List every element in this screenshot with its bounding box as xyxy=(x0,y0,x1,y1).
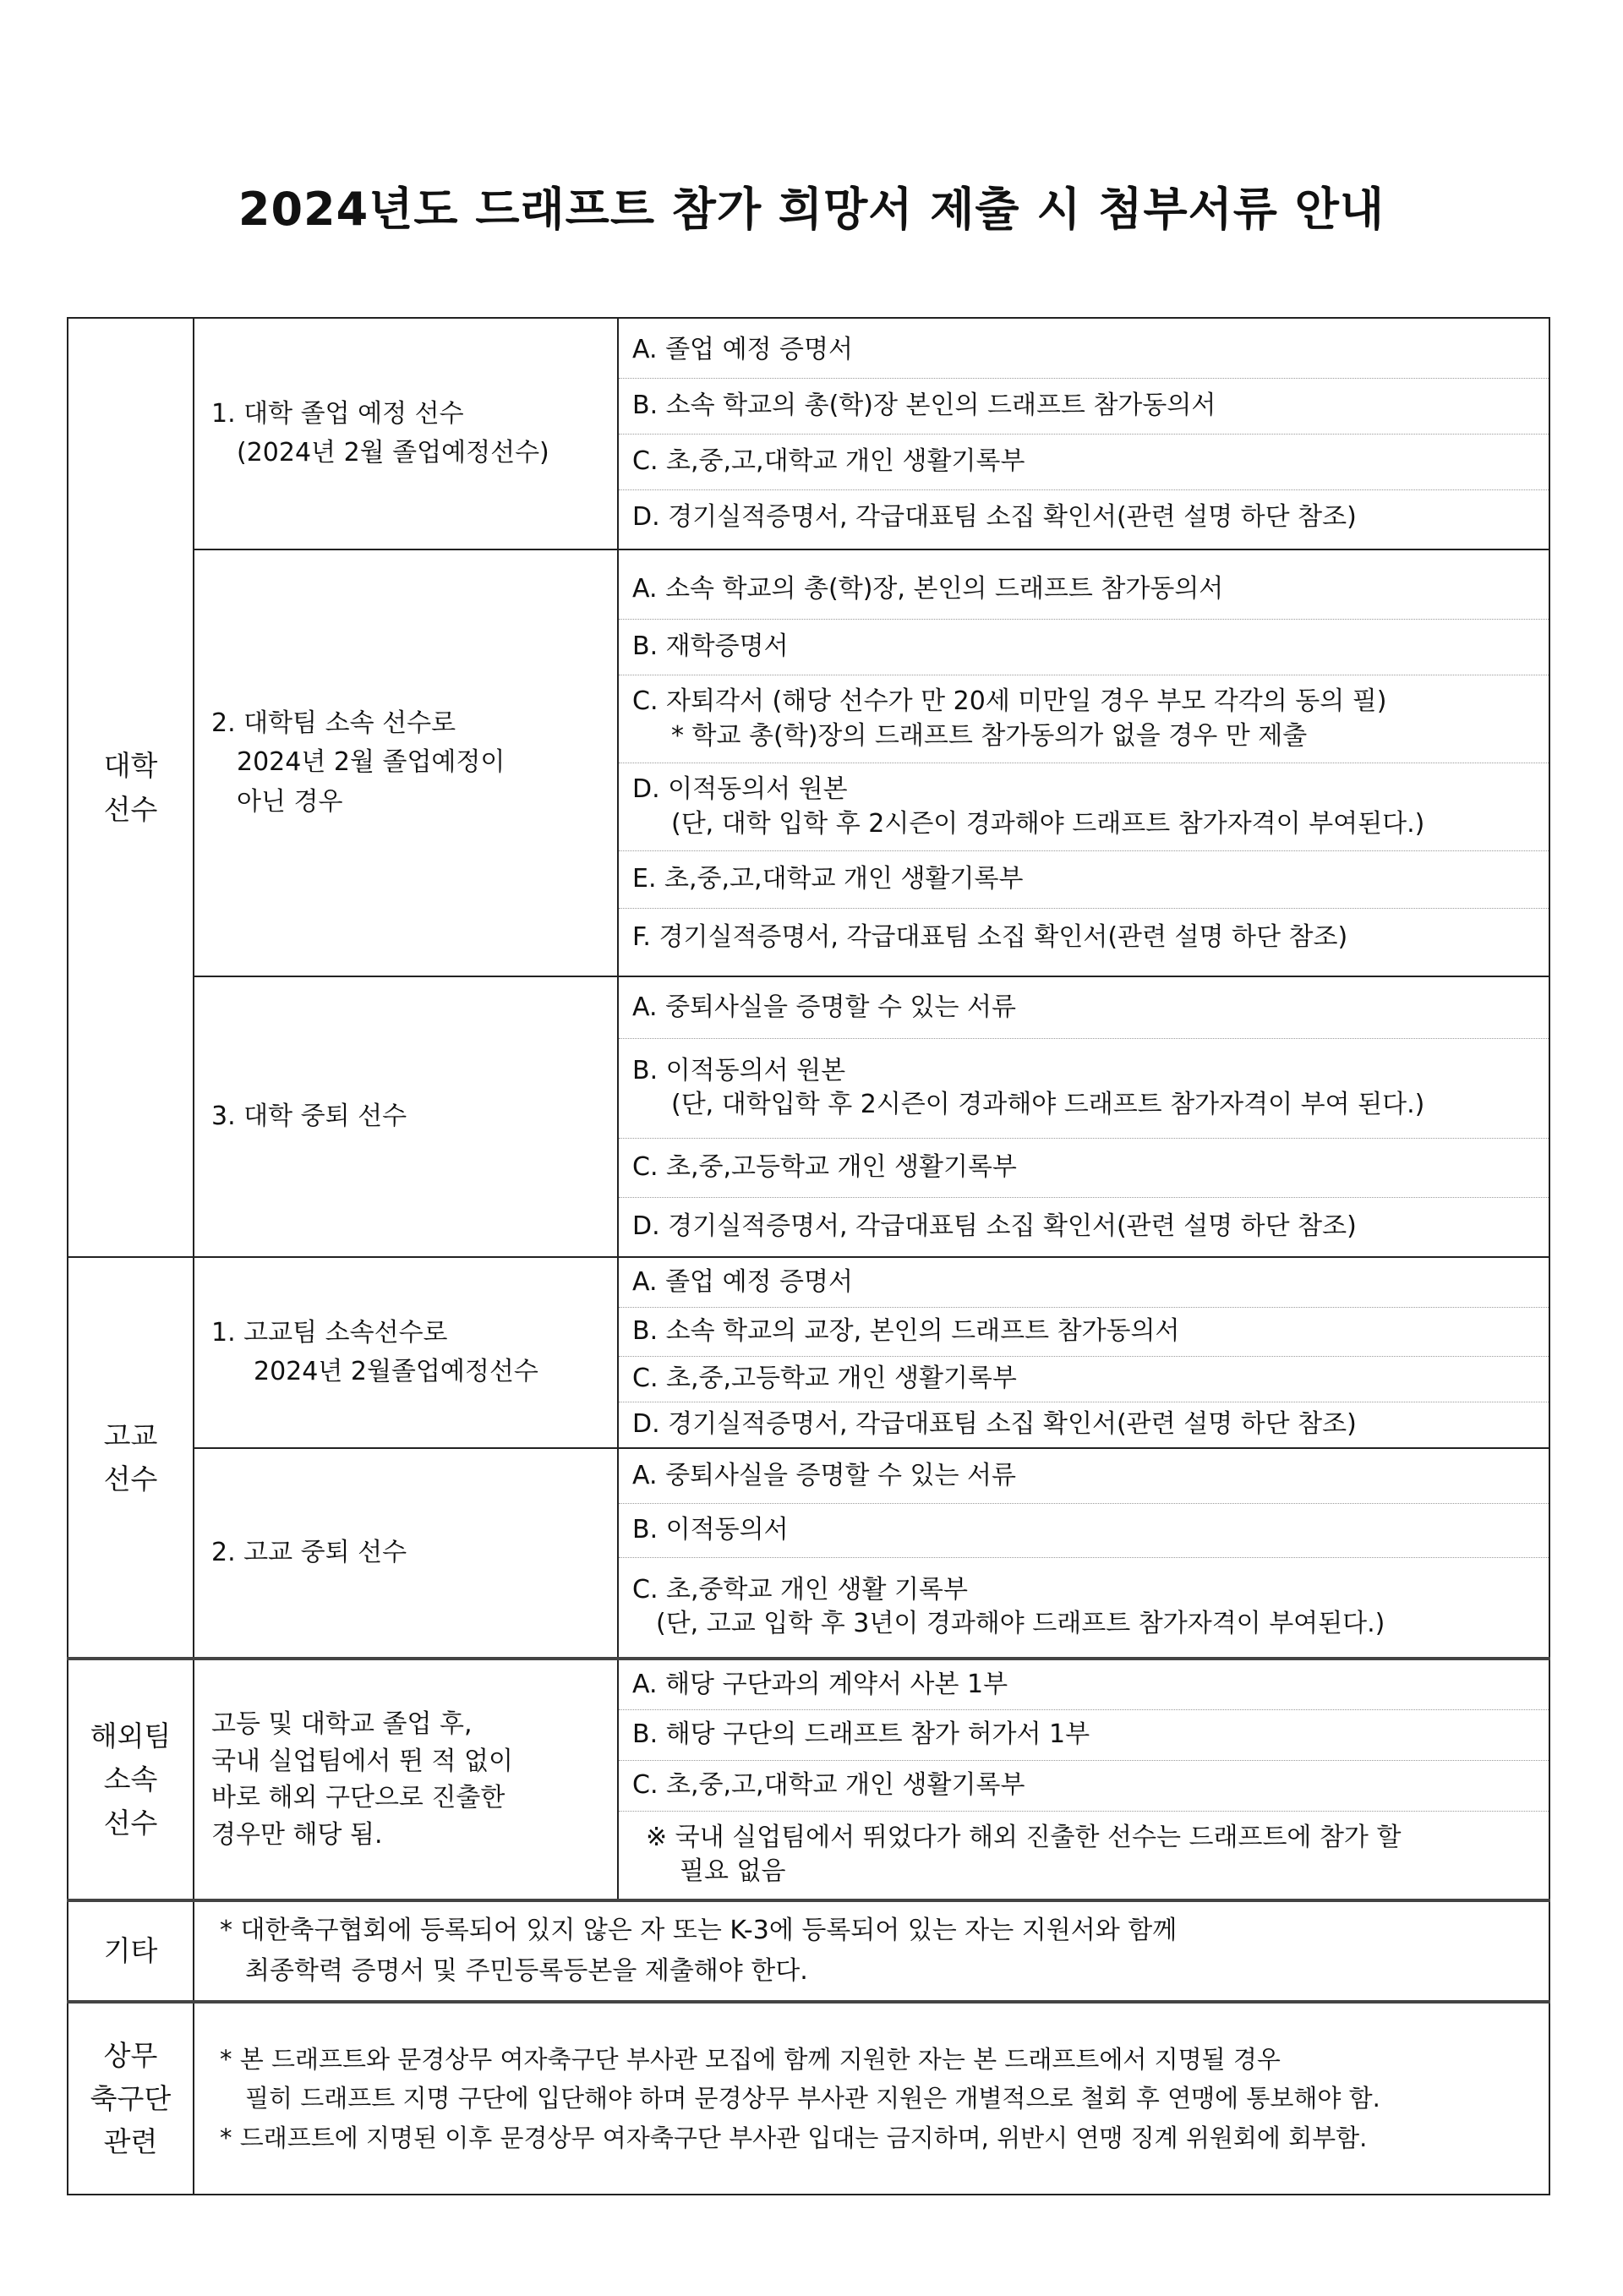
list-item: C. 초,중,고,대학교 개인 생활기록부 xyxy=(619,434,1549,489)
list-item xyxy=(619,1811,1549,1899)
list-item: A. 졸업 예정 증명서 xyxy=(619,1258,1549,1307)
univ-group-3-items xyxy=(618,976,1549,1257)
hs-group-2-row xyxy=(68,1448,1549,1659)
note-line: 필히 드래프트 지명 구단에 입단해야 하며 문경상무 부사관 지원은 개별적으로 철회 후 연맹에 통보해야 함. xyxy=(245,2084,1380,2113)
hs-group-1-items xyxy=(618,1257,1549,1448)
list-item: D. 경기실적증명서, 각급대표팀 소집 확인서(관련 설명 하단 참조) xyxy=(632,502,1357,532)
page-title: 2024년도 드래프트 참가 희망서 제출 시 첨부서류 안내 xyxy=(238,183,1385,236)
list-item: A. 해당 구단과의 계약서 사본 1부 xyxy=(619,1660,1549,1709)
univ-group-2-row xyxy=(68,549,1549,976)
group-label-line: 바로 해외 구단으로 진출한 xyxy=(211,1783,505,1812)
note-line: * 본 드래프트와 문경상무 여자축구단 부사관 모집에 함께 지원한 자는 본 드래프트에서 지명될 경우 xyxy=(220,2044,1281,2074)
category-line: 고교 xyxy=(103,1419,158,1452)
group-label-line: 아닌 경우 xyxy=(237,786,343,817)
group-label-line: 2024년 2월 졸업예정이 xyxy=(237,747,505,778)
list-item: A. 소속 학교의 총(학)장, 본인의 드래프트 참가동의서 xyxy=(619,560,1549,620)
group-label-line: 경우만 해당 됨. xyxy=(211,1819,383,1850)
note-line: * 드래프트에 지명된 이후 문경상무 여자축구단 부사관 입대는 금지하며, 위반시 연맹 징계 위원회에 회부함. xyxy=(220,2123,1368,2152)
univ-group-3-label xyxy=(194,976,618,1257)
overseas-row xyxy=(68,1659,1549,1900)
list-item: D. 경기실적증명서, 각급대표팀 소집 확인서(관련 설명 하단 참조) xyxy=(632,1211,1357,1241)
list-item: A. 중퇴사실을 증명할 수 있는 서류 xyxy=(619,1449,1549,1503)
item-note: ※ 국내 실업팀에서 뛰었다가 해외 진출한 선수는 드래프트에 참가 할 xyxy=(646,1822,1402,1852)
hs-group-1-label xyxy=(194,1257,618,1448)
item-note: (단, 대학 입학 후 2시즌이 경과해야 드래프트 참가자격이 부여된다.) xyxy=(671,808,1425,839)
category-line: 축구단 xyxy=(90,2081,172,2115)
list-item: B. 소속 학교의 교장, 본인의 드래프트 참가동의서 xyxy=(619,1307,1549,1356)
category-line: 선수 xyxy=(103,1806,158,1840)
list-item: F. 경기실적증명서, 각급대표팀 소집 확인서(관련 설명 하단 참조) xyxy=(632,921,1348,952)
list-item: A. 졸업 예정 증명서 xyxy=(619,322,1549,378)
hs-group-2-label xyxy=(194,1448,618,1659)
etc-row xyxy=(68,1900,1549,2002)
univ-group-3-row xyxy=(68,976,1549,1257)
hs-group-1-row xyxy=(68,1257,1549,1448)
item-note: (단, 고교 입학 후 3년이 경과해야 드래프트 참가자격이 부여된다.) xyxy=(656,1609,1385,1639)
category-line: 선수 xyxy=(103,1462,158,1495)
sangmu-row xyxy=(68,2002,1549,2195)
group-label-line: 고등 및 대학교 졸업 후, xyxy=(211,1709,473,1739)
list-item xyxy=(619,1557,1549,1657)
univ-group-1-row xyxy=(68,318,1549,549)
category-line: 기타 xyxy=(103,1934,158,1968)
group-label-line: 1. 고교팀 소속선수로 xyxy=(211,1317,448,1348)
list-item: A. 중퇴사실을 증명할 수 있는 서류 xyxy=(619,977,1549,1038)
category-line: 대학 xyxy=(103,749,158,783)
list-item: C. 초,중,고등학교 개인 생활기록부 xyxy=(619,1138,1549,1197)
hs-group-2-items xyxy=(618,1448,1549,1659)
item-note: (단, 대학입학 후 2시즌이 경과해야 드래프트 참가자격이 부여 된다.) xyxy=(671,1090,1425,1119)
list-item: C. 초,중,고,대학교 개인 생활기록부 xyxy=(619,1760,1549,1811)
overseas-label xyxy=(194,1659,618,1900)
category-line: 관련 xyxy=(103,2125,158,2159)
list-item: B. 재학증명서 xyxy=(619,620,1549,675)
group-label-line: 2. 대학팀 소속 선수로 xyxy=(211,708,456,738)
univ-group-1-items xyxy=(618,318,1549,549)
group-label-line: 1. 대학 졸업 예정 선수 xyxy=(211,398,464,429)
group-label-line: 2. 고교 중퇴 선수 xyxy=(211,1537,407,1567)
category-line: 선수 xyxy=(103,792,158,826)
category-line: 해외팀 xyxy=(90,1719,172,1753)
group-label-line: 2024년 2월졸업예정선수 xyxy=(254,1357,538,1386)
list-item: D. 경기실적증명서, 각급대표팀 소집 확인서(관련 설명 하단 참조) xyxy=(632,1409,1357,1439)
category-line: 소속 xyxy=(103,1763,158,1796)
univ-group-2-label xyxy=(194,549,618,976)
item-note: 필요 없음 xyxy=(680,1856,786,1887)
category-etc xyxy=(68,1900,194,2002)
list-item xyxy=(619,675,1549,763)
category-overseas xyxy=(68,1659,194,1900)
item-note: * 학교 총(학)장의 드래프트 참가동의가 없을 경우 만 제출 xyxy=(671,720,1308,751)
note-line: 최종학력 증명서 및 주민등록등본을 제출해야 한다. xyxy=(245,1956,808,1986)
item-text: C. 자퇴각서 (해당 선수가 만 20세 미만일 경우 부모 각각의 동의 필) xyxy=(632,686,1387,716)
list-item: E. 초,중,고,대학교 개인 생활기록부 xyxy=(619,851,1549,909)
note-line: * 대한축구협회에 등록되어 있지 않은 자 또는 K-3에 등록되어 있는 자는 지원서와 함께 xyxy=(220,1916,1178,1945)
category-sangmu xyxy=(68,2002,194,2195)
category-highschool xyxy=(68,1257,194,1659)
list-item xyxy=(619,763,1549,851)
item-text: C. 초,중학교 개인 생활 기록부 xyxy=(632,1574,968,1604)
category-line: 상무 xyxy=(103,2038,158,2072)
list-item: B. 이적동의서 xyxy=(619,1503,1549,1557)
univ-group-2-items xyxy=(618,549,1549,976)
category-university xyxy=(68,318,194,1257)
univ-group-1-label xyxy=(194,318,618,549)
list-item: B. 소속 학교의 총(학)장 본인의 드래프트 참가동의서 xyxy=(619,378,1549,434)
overseas-items xyxy=(618,1659,1549,1900)
etc-notes xyxy=(194,1900,1549,2002)
group-label-line: 국내 실업팀에서 뛴 적 없이 xyxy=(211,1746,513,1776)
list-item xyxy=(619,1038,1549,1138)
attachment-table xyxy=(67,317,1550,2195)
group-label-line: (2024년 2월 졸업예정선수) xyxy=(237,438,549,467)
item-text: D. 이적동의서 원본 xyxy=(632,774,848,804)
sangmu-notes xyxy=(194,2002,1549,2195)
list-item: B. 해당 구단의 드래프트 참가 허가서 1부 xyxy=(619,1709,1549,1760)
item-text: B. 이적동의서 원본 xyxy=(632,1055,846,1085)
list-item: C. 초,중,고등학교 개인 생활기록부 xyxy=(619,1356,1549,1402)
group-label-line: 3. 대학 중퇴 선수 xyxy=(211,1101,407,1131)
